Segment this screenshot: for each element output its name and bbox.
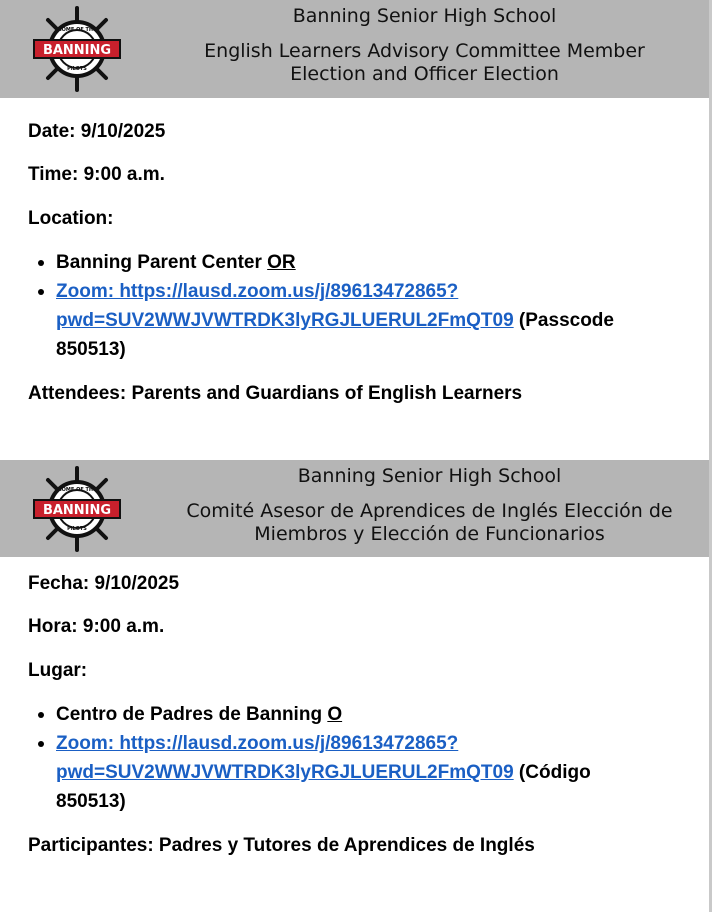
- banning-pilots-logo: [32, 466, 122, 552]
- committee-title-line1: English Learners Advisory Committee Member: [204, 40, 645, 62]
- meeting-date: Date: 9/10/2025: [28, 121, 166, 142]
- meeting-time: Time: 9:00 a.m.: [28, 164, 165, 185]
- passcode-value: 850513): [56, 791, 126, 812]
- english-banner: [0, 0, 709, 98]
- attendees: Participantes: Padres y Tutores de Aprendices de Inglés: [28, 835, 535, 856]
- zoom-link[interactable]: Zoom: https://lausd.zoom.us/j/89613472865? pwd=SUV2WWJVWTRDK3lyRGJLUERUL2FmQT09: [56, 281, 514, 331]
- location-item-parent-center: Centro de Padres de Banning O: [56, 700, 706, 729]
- svg-text:BANNING: BANNING: [42, 43, 112, 58]
- passcode-value: 850513): [56, 339, 126, 360]
- location-item-parent-center: Banning Parent Center OR: [56, 248, 706, 277]
- svg-text:BANNING: BANNING: [42, 503, 112, 518]
- svg-text:PILOTS: PILOTS: [67, 66, 87, 72]
- committee-title-line2: Election and Officer Election: [290, 63, 559, 85]
- zoom-link[interactable]: Zoom: https://lausd.zoom.us/j/89613472865? pwd=SUV2WWJVWTRDK3lyRGJLUERUL2FmQT09: [56, 733, 514, 783]
- svg-text:HOME OF THE: HOME OF THE: [57, 487, 97, 493]
- school-name: Banning Senior High School: [297, 465, 562, 487]
- school-name: Banning Senior High School: [292, 5, 557, 27]
- committee-title-line2: Miembros y Elección de Funcionarios: [254, 523, 605, 545]
- or-text: OR: [267, 252, 296, 273]
- location-label: Lugar:: [28, 660, 88, 681]
- meeting-time: Hora: 9:00 a.m.: [28, 616, 165, 637]
- svg-text:PILOTS: PILOTS: [67, 526, 87, 532]
- spanish-banner: [0, 460, 709, 557]
- passcode-text: (Passcode: [513, 310, 614, 331]
- location-list: [28, 248, 706, 364]
- location-list: [28, 700, 706, 816]
- location-item-zoom: [56, 277, 706, 364]
- meeting-date: Fecha: 9/10/2025: [28, 573, 180, 594]
- or-text: O: [327, 704, 343, 725]
- attendees: Attendees: Parents and Guardians of English Learners: [28, 383, 523, 404]
- committee-title-line1: Comité Asesor de Aprendices de Inglés Elección de: [186, 500, 673, 522]
- banner-heading: [140, 0, 709, 86]
- svg-text:HOME OF THE: HOME OF THE: [57, 27, 97, 33]
- location-item-zoom: [56, 729, 706, 816]
- banner-heading: [150, 460, 709, 546]
- banning-pilots-logo: [32, 6, 122, 92]
- passcode-text: (Código: [513, 762, 591, 783]
- location-label: Location:: [28, 208, 114, 229]
